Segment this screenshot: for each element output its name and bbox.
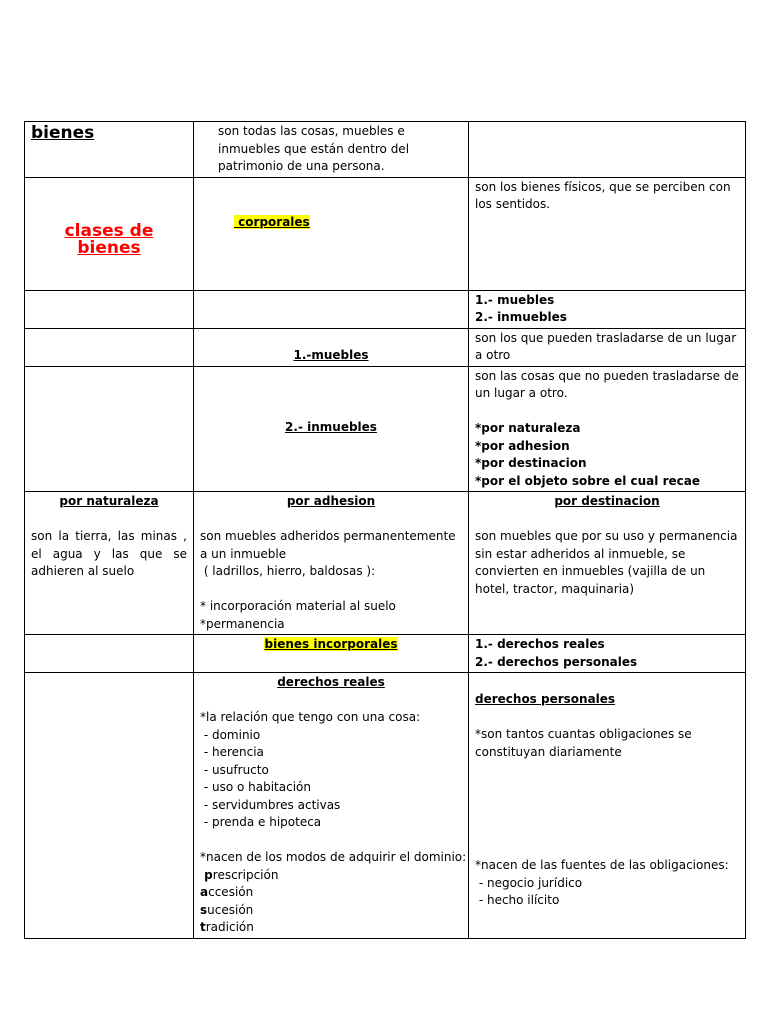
list-item: *por naturaleza <box>475 421 581 435</box>
corporales-label: corporales <box>234 214 310 229</box>
mode-rest: ccesión <box>208 885 254 899</box>
row-muebles <box>25 328 746 366</box>
bienes-definition: son todas las cosas, muebles e inmuebles que están dentro del patrimonio de una persona. <box>218 124 410 173</box>
bienes-incorporales-label: bienes incorporales <box>264 637 398 651</box>
row-incorporales <box>25 635 746 673</box>
list-item <box>200 884 462 902</box>
mode-rest: radición <box>205 920 254 934</box>
list-item: 1.- muebles <box>475 292 555 307</box>
cell-empty <box>25 290 194 328</box>
cell-inmuebles-definition <box>469 366 746 492</box>
por-destinacion-heading: por destinacion <box>554 494 660 508</box>
muebles-label: 1.-muebles <box>293 348 369 362</box>
derechos-personales-heading: derechos personales <box>475 692 616 706</box>
cell-bienes-term <box>25 122 194 178</box>
bienes-table <box>24 121 746 939</box>
cell-incorporales-term <box>194 635 469 673</box>
cell-empty <box>194 290 469 328</box>
list-item <box>200 919 462 937</box>
list-item: *por destinacion <box>475 456 587 470</box>
cell-empty <box>25 673 194 939</box>
por-adhesion-heading: por adhesion <box>286 494 376 508</box>
list-item: 1.- derechos reales <box>475 637 605 651</box>
mode-rest: ucesión <box>207 902 254 917</box>
list-item <box>200 902 462 920</box>
row-derechos <box>25 673 746 939</box>
cell-por-naturaleza <box>25 492 194 635</box>
mode-initial: p <box>200 867 213 882</box>
row-corporales-list <box>25 290 746 328</box>
por-naturaleza-heading: por naturaleza <box>59 494 159 508</box>
clases-de-bienes-title: clases de bienes <box>64 220 154 258</box>
mode-initial: a <box>200 885 209 899</box>
list-item: * incorporación material al suelo <box>200 599 396 613</box>
list-item: 2.- inmuebles <box>475 310 567 324</box>
list-item: - hecho ilícito <box>475 893 560 907</box>
cell-bienes-definition <box>194 122 469 178</box>
list-item: *permanencia <box>200 616 285 631</box>
list-item: - dominio <box>200 727 261 742</box>
list-item: 2.- derechos personales <box>475 654 638 669</box>
derechos-reales-heading: derechos reales <box>277 675 385 689</box>
cell-incorporales-list <box>469 635 746 673</box>
list-item: *por adhesion <box>475 438 570 453</box>
bienes-title: bienes <box>31 123 95 143</box>
list-item: - negocio jurídico <box>475 875 583 890</box>
muebles-definition: son los que pueden trasladarse de un lugar a otro <box>475 330 737 362</box>
mode-initial: t <box>200 920 206 934</box>
cell-por-destinacion <box>469 492 746 635</box>
por-adhesion-text: son muebles adheridos permanentemente a un inmueble <box>200 529 456 561</box>
row-types-detail <box>25 492 746 635</box>
derechos-reales-intro: *la relación que tengo con una cosa: <box>200 710 421 724</box>
cell-por-adhesion <box>194 492 469 635</box>
por-naturaleza-text: son la tierra, las minas , el agua y las que se adhieren al suelo <box>31 529 187 578</box>
cell-corporales-definition <box>469 177 746 290</box>
mode-initial: s <box>200 902 208 917</box>
corporales-definition: son los bienes físicos, que se perciben con los sentidos. <box>475 179 731 211</box>
cell-corporales <box>194 177 469 290</box>
cell-inmuebles-term <box>194 366 469 492</box>
fuentes-intro: *nacen de las fuentes de las obligaciones: <box>475 858 729 872</box>
list-item: - uso o habitación <box>200 780 311 794</box>
list-item: - servidumbres activas <box>200 797 341 812</box>
list-item: - herencia <box>200 745 264 759</box>
derechos-personales-intro: *son tantos cuantas obligaciones se constituyan diariamente <box>475 727 692 759</box>
modos-intro: *nacen de los modos de adquirir el dominio: <box>200 850 467 864</box>
cell-muebles-definition <box>469 328 746 366</box>
list-item: - prenda e hipoteca <box>200 815 322 829</box>
list-item <box>200 867 462 885</box>
mode-rest: rescripción <box>212 867 279 882</box>
cell-corporales-list <box>469 290 746 328</box>
row-clases <box>25 177 746 290</box>
row-bienes <box>25 122 746 178</box>
cell-empty <box>25 366 194 492</box>
por-destinacion-text: son muebles que por su uso y permanencia sin estar adheridos al inmueble, se convierten en inmuebles (vajilla de un hotel, tractor, maquinaria) <box>475 529 738 596</box>
inmuebles-definition: son las cosas que no pueden trasladarse de un lugar a otro. <box>475 368 739 400</box>
cell-muebles-term <box>194 328 469 366</box>
cell-derechos-reales <box>194 673 469 939</box>
list-item: *por el objeto sobre el cual recae <box>475 473 700 488</box>
por-adhesion-example: ( ladrillos, hierro, baldosas ): <box>200 564 376 578</box>
list-item: - usufructo <box>200 762 269 777</box>
cell-derechos-personales <box>469 673 746 939</box>
cell-empty <box>469 122 746 178</box>
row-inmuebles <box>25 366 746 492</box>
cell-empty <box>25 635 194 673</box>
inmuebles-label: 2.- inmuebles <box>285 419 377 434</box>
cell-clases-term <box>25 177 194 290</box>
cell-empty <box>25 328 194 366</box>
